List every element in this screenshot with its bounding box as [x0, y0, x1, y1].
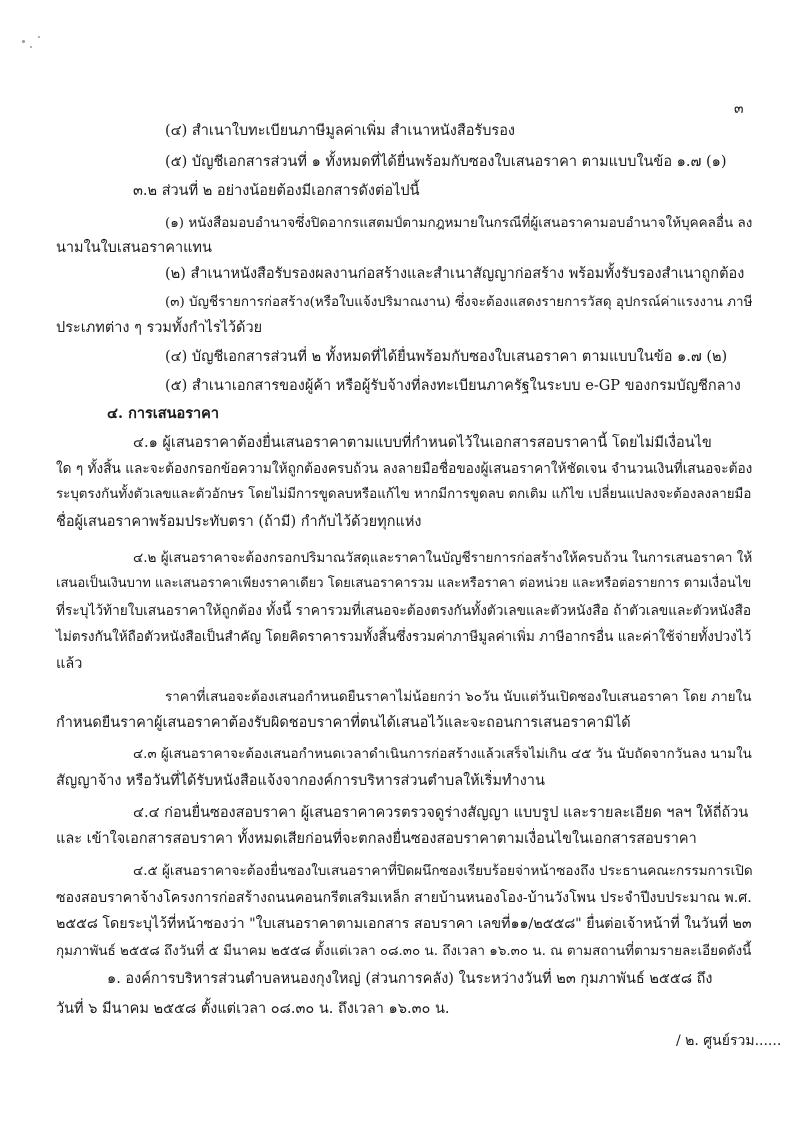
text-line: เสนอเป็นเงินบาท และเสนอราคาเพียงราคาเดียว โดยเสนอราคารวม และหรือราคา ต่อหน่วย และหรือต่อรายการ ตามเงื่อนไข — [56, 576, 752, 591]
text-line: ซองสอบราคาจ้างโครงการก่อสร้างถนนคอนกรีตเสริมเหล็ก สายบ้านหนองโอง-บ้านวังโพน ประจำปีงบประมาณ พ.ศ. — [56, 890, 752, 906]
text-line: กุมภาพันธ์ ๒๕๕๘ ถึงวันที่ ๕ มีนาคม ๒๕๕๘ ตั้งแต่เวลา ๐๘.๓๐ น. ถึงเวลา ๑๖.๓๐ น. ณ ตามสถานที่ตามรายละเอียดดังนี้ — [56, 943, 752, 959]
text-line: กำหนดยืนราคาผู้เสนอราคาต้องรับผิดชอบราคาที่ตนได้เสนอไว้และจะถอนการเสนอราคามิได้ — [56, 715, 631, 731]
text-line: ที่ระบุไว้ท้ายใบเสนอราคาให้ถูกต้อง ทั้งนี้ ราคารวมที่เสนอจะต้องตรงกันทั้งตัวเลขและตัวหนังสือ ถ้าตัวเลขและตัวหนังสือ — [56, 603, 752, 619]
text-line: (๕) สำเนาเอกสารของผู้ค้า หรือผู้รับจ้างที่ลงทะเบียนภาครัฐในระบบ e-GP ของกรมบัญชีกลาง — [165, 378, 741, 394]
text-line: ๔.๓ ผู้เสนอราคาจะต้องเสนอกำหนดเวลาดำเนินการก่อสร้างแล้วเสร็จไม่เกิน ๔๕ วัน นับถัดจากวันลง นามใน — [133, 747, 752, 762]
text-line: ๔.๑ ผู้เสนอราคาต้องยื่นเสนอราคาตามแบบที่กำหนดไว้ในเอกสารสอบราคานี้ โดยไม่มีเงื่อนไข — [133, 435, 712, 451]
scan-speck — [38, 36, 40, 38]
text-line: (๔) สำเนาใบทะเบียนภาษีมูลค่าเพิ่ม สำเนาหนังสือรับรอง — [165, 123, 516, 139]
text-line: ๔.๒ ผู้เสนอราคาจะต้องกรอกปริมาณวัสดุและราคาในบัญชีรายการก่อสร้างให้ครบถ้วน ในการเสนอราคา ให้ — [133, 550, 753, 566]
text-line: ๓.๒ ส่วนที่ ๒ อย่างน้อยต้องมีเอกสารดังต่อไปนี้ — [133, 183, 420, 199]
text-line: และ เข้าใจเอกสารสอบราคา ทั้งหมดเสียก่อนที่จะตกลงยื่นซองสอบราคาตามเงื่อนไขในเอกสารสอบราคา — [56, 831, 697, 847]
text-line: (๑) หนังสือมอบอำนาจซึ่งปิดอากรแสตมป์ตามกฎหมายในกรณีที่ผู้เสนอราคามอบอำนาจให้บุคคลอื่น ลง — [165, 215, 753, 231]
page-number: ๓ — [734, 101, 744, 117]
text-line: ชื่อผู้เสนอราคาพร้อมประทับตรา (ถ้ามี) กำกับไว้ด้วยทุกแห่ง — [56, 514, 422, 530]
text-line: (๒) สำเนาหนังสือรับรองผลงานก่อสร้างและสำเนาสัญญาก่อสร้าง พร้อมทั้งรับรองสำเนาถูกต้อง — [165, 266, 745, 282]
text-line: ราคาที่เสนอจะต้องเสนอกำหนดยืนราคาไม่น้อยกว่า ๖๐วัน นับแต่วันเปิดซองใบเสนอราคา โดย ภายใน — [165, 689, 752, 705]
scan-speck — [22, 40, 25, 43]
text-line: ใด ๆ ทั้งสิ้น และจะต้องกรอกข้อความให้ถูกต้องครบถ้วน ลงลายมือชื่อของผู้เสนอราคาให้ชัดเจน จำนวนเงินที่เสนอจะต้อง — [56, 461, 753, 477]
text-line: วันที่ ๖ มีนาคม ๒๕๕๘ ตั้งแต่เวลา ๐๘.๓๐ น. ถึงเวลา ๑๖.๓๐ น. — [56, 1001, 450, 1017]
text-line: ระบุตรงกันทั้งตัวเลขและตัวอักษร โดยไม่มีการขูดลบหรือแก้ไข หากมีการขูดลบ ตกเติม แก้ไข เปลี่ยนแปลงจะต้องลงลายมือ — [56, 487, 752, 502]
continuation-footer: / ๒. ศูนย์รวม...... — [676, 1033, 782, 1049]
text-line: ๔.๔ ก่อนยื่นซองสอบราคา ผู้เสนอราคาควรตรวจดูร่างสัญญา แบบรูป และรายละเอียด ฯลฯ ให้ถี่ถ้วน — [133, 805, 749, 821]
text-line: (๓) บัญชีรายการก่อสร้าง(หรือใบแจ้งปริมาณงาน) ซึ่งจะต้องแสดงรายการวัสดุ อุปกรณ์ค่าแรงงาน ภาษี — [165, 294, 753, 310]
text-line: ๑. องค์การบริหารส่วนตำบลหนองกุงใหญ่ (ส่วนการคลัง) ในระหว่างวันที่ ๒๓ กุมภาพันธ์ ๒๕๕๘ ถึง — [107, 971, 713, 987]
text-line: ๒๕๕๘ โดยระบุไว้ที่หน้าซองว่า "ใบเสนอราคาตามเอกสาร สอบราคา เลขที่๑๑/๒๕๕๘" ยื่นต่อเจ้าหน้าที่ ในวันที่ ๒๓ — [56, 916, 752, 932]
text-line: สัญญาจ้าง หรือวันที่ได้รับหนังสือแจ้งจากองค์การบริหารส่วนตำบลให้เริ่มทำงาน — [56, 773, 545, 789]
section-heading: ๔. การเสนอราคา — [107, 405, 219, 422]
text-line: แล้ว — [56, 656, 83, 672]
text-line: ประเภทต่าง ๆ รวมทั้งกำไรไว้ด้วย — [56, 320, 263, 336]
text-line: นามในใบเสนอราคาแทน — [56, 240, 212, 256]
text-line: (๕) บัญชีเอกสารส่วนที่ ๑ ทั้งหมดที่ได้ยื่นพร้อมกับซองใบเสนอราคา ตามแบบในข้อ ๑.๗ (๑) — [165, 154, 727, 170]
text-line: ๔.๕ ผู้เสนอราคาจะต้องยื่นซองใบเสนอราคาที่ปิดผนึกซองเรียบร้อยจ่าหน้าซองถึง ประธานคณะกรรมการเปิด — [133, 863, 753, 879]
text-line: ไม่ตรงกันให้ถือตัวหนังสือเป็นสำคัญ โดยคิดราคารวมทั้งสิ้นซึ่งรวมค่าภาษีมูลค่าเพิ่ม ภาษีอากรอื่น และค่าใช้จ่ายทั้งปวงไว้ — [56, 629, 752, 645]
scan-speck — [30, 46, 32, 48]
text-line: (๔) บัญชีเอกสารส่วนที่ ๒ ทั้งหมดที่ได้ยื่นพร้อมกับซองใบเสนอราคา ตามแบบในข้อ ๑.๗ (๒) — [165, 349, 728, 365]
